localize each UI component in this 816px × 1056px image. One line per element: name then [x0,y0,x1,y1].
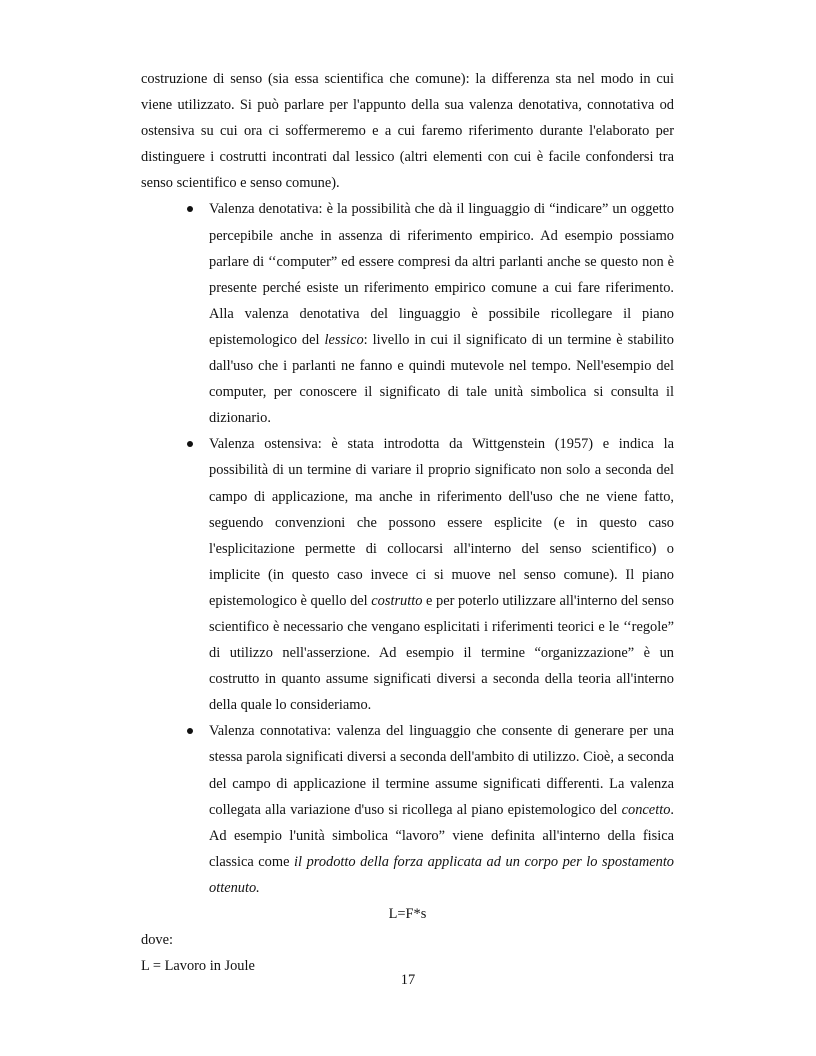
bullet-icon [187,441,193,447]
term-costrutto: costrutto [371,592,423,609]
formula: L=F*s [388,906,427,922]
bullet-icon [187,206,193,212]
list-item-denotativa: Valenza denotativa: è la possibilità che dà il linguaggio di “indicare” un oggetto percepibile anche in assenza di riferimento empirico. Ad esempio possiamo parlare di ‘‘computer” ed essere compresi da altri parlanti anche se questo non è presente perché esiste un riferimento empirico comune a cui fare riferimento. Alla valenza denotativa del linguaggio è possibile ricollegare il piano epistemologico del lessico: livello in cui il significato di un termine è stabilito dall'uso che i parlanti ne fanno e quindi mutevole nel tempo. Nell'esempio del computer, per conoscere il significato di tale unità simbolica si consulta il dizionario. [141,196,674,431]
list-item-connotativa: Valenza connotativa: valenza del linguaggio che consente di generare per una stessa parola significati diversi a seconda dell'ambito di utilizzo. Cioè, a seconda del campo di applicazione il termine assume significati differenti. La valenza collegata alla variazione d'uso si ricollega al piano epistemologico del concetto. Ad esempio l'unità simbolica “lavoro” viene definita all'interno della fisica classica come il prodotto della forza applicata ad un corpo per lo spostamento ottenuto. [141,718,674,901]
page-body [141,66,674,979]
bullet-icon [187,728,193,734]
definition-l: L = Lavoro in Joule [141,958,255,975]
dove-label: dove: [141,932,173,949]
term-lessico: lessico [324,331,364,348]
work-definition: il prodotto della forza applicata ad un corpo per lo spostamento ottenuto. [209,853,675,896]
valenze-list [141,196,674,901]
page-number: 17 [400,972,416,988]
list-item-ostensiva: Valenza ostensiva: è stata introdotta da Wittgenstein (1957) e indica la possibilità di un termine di variare il proprio significato non solo a seconda del campo di applicazione, ma anche in riferimento dell'uso che ne viene fatto, seguendo convenzioni che possono essere esplicite (e in questo caso l'esplicitazione permette di collocarsi all'interno del senso scientifico) o implicite (in questo caso invece ci si muove nel senso comune). Il piano epistemologico è quello del costrutto e per poterlo utilizzare all'interno del senso scientifico è necessario che vengano esplicitati i riferimenti teorici e le ‘‘regole” di utilizzo nell'asserzione. Ad esempio il termine “organizzazione” è un costrutto in quanto assume significati diversi a seconda della teoria all'interno della quale lo consideriamo. [141,431,674,718]
term-concetto: concetto [621,801,671,818]
intro-paragraph: costruzione di senso (sia essa scientifica che comune): la differenza sta nel modo in cui viene utilizzato. Si può parlare per l'appunto della sua valenza denotativa, connotativa od ostensiva su cui ora ci soffermeremo e a cui faremo riferimento durante l'elaborato per distinguere i costrutti incontrati dal lessico (altri elementi con cui è facile confondersi tra senso scientifico e senso comune). [141,71,674,192]
